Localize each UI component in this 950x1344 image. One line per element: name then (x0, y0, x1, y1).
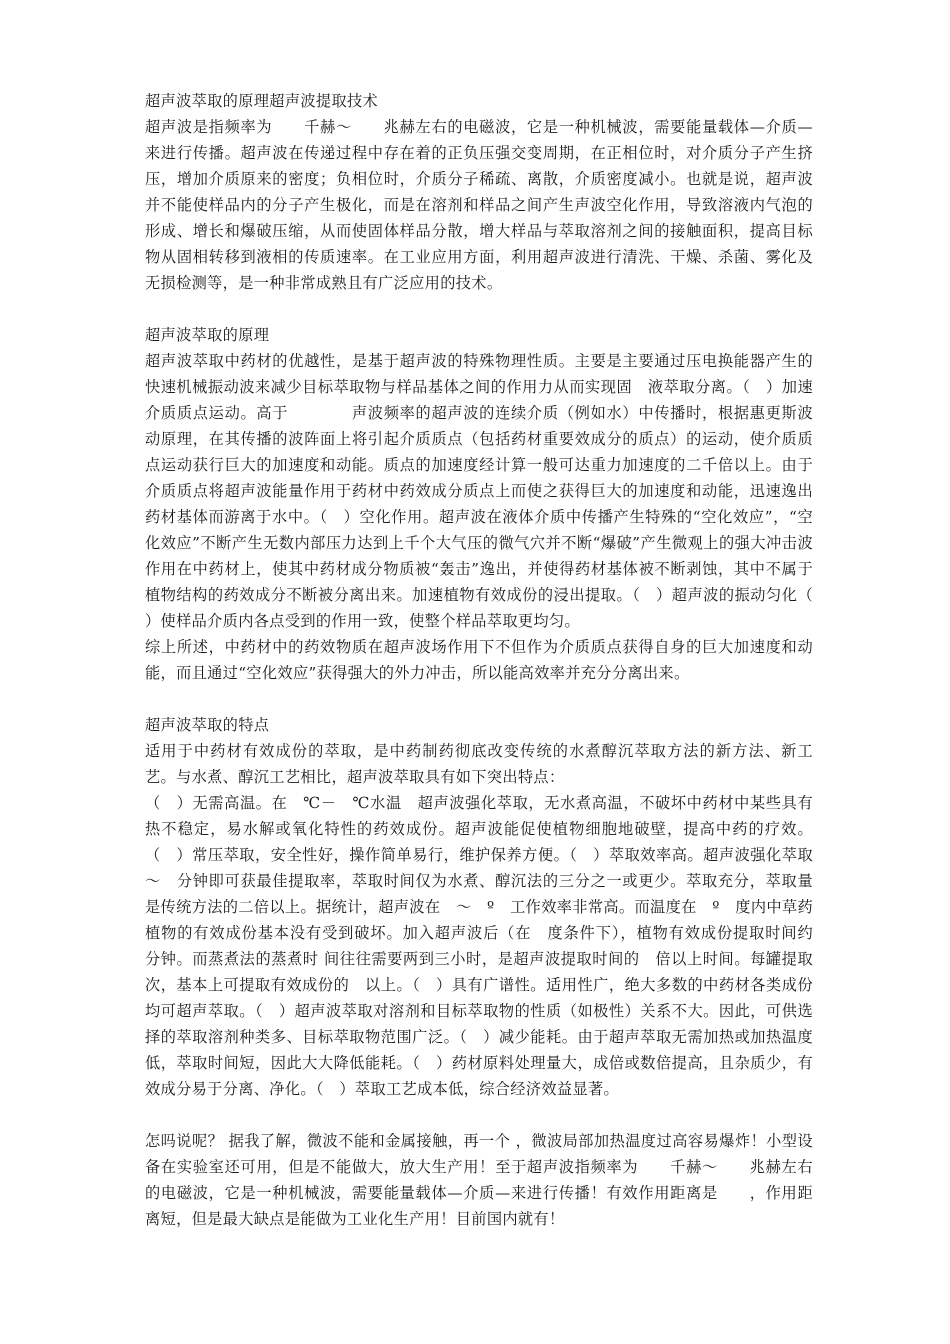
spacer (145, 686, 813, 712)
document-page (145, 88, 891, 1232)
features-section (145, 712, 829, 1102)
intro-paragraph: 超声波是指频率为 千赫～ 兆赫左右的电磁波，它是一种机械波，需要能量载体—介质—来进行传播。超声波在传递过程中存在着的正负压强交变周期，在正相位时，对介质分子产生挤压，增加介质原来的密度；负相位时，介质分子稀疏、离散，介质密度减小。也就是说，超声波并不能使样品内的分子产生极化，而是在溶剂和样品之间产生声波空化作用，导致溶液内气泡的形成、增长和爆破压缩，从而使固体样品分散，增大样品与萃取溶剂之间的接触面积，提高目标物从固相转移到液相的传质速率。在工业应用方面，利用超声波进行清洗、干燥、杀菌、雾化及无损检测等，是一种非常成熟且有广泛应用的技术。 (145, 118, 813, 292)
document-title: 超声波萃取的原理超声波提取技术 (145, 92, 379, 110)
principle-heading: 超声波萃取的原理 (145, 326, 270, 344)
features-heading: 超声波萃取的特点 (145, 716, 270, 734)
features-intro-paragraph: 适用于中药材有效成份的萃取，是中药制药彻底改变传统的水煮醇沉萃取方法的新方法、新工艺。与水煮、醇沉工艺相比，超声波萃取具有如下突出特点： (145, 742, 813, 786)
principle-section (145, 322, 891, 686)
spacer (145, 1102, 813, 1128)
intro-section (145, 88, 813, 296)
spacer (145, 296, 813, 322)
principle-summary-paragraph: 综上所述，中药材中的药效物质在超声波场作用下不但作为介质质点获得自身的巨大加速度和动能，而且通过“空化效应”获得强大的外力冲击，所以能高效率并充分分离出来。 (145, 638, 813, 682)
features-paragraph: （ ）无需高温。在 ℃－ ℃水温 超声波强化萃取，无水煮高温，不破坏中药材中某些具有热不稳定，易水解或氧化特性的药效成份。超声波能促使植物细胞地破壁，提高中药的疗效。（ ）常压萃取，安全性好，操作简单易行，维护保养方便。（ ）萃取效率高。超声波强化萃取 ～ 分钟即可获最佳提取率，萃取时间仅为水煮、醇沉法的三分之一或更少。萃取充分，萃取量是传统方法的二倍以上。据统计，超声波在 ～ º 工作效率非常高。而温度在 º 度内中草药植物的有效成份基本没有受到破坏。加入超声波后（在 度条件下），植物有效成份提取时间约 分钟。而蒸煮法的蒸煮时 间往往需要两到三小时，是超声波提取时间的 倍以上时间。每罐提取 次，基本上可提取有效成份的 以上。（ ）具有广谱性。适用性广，绝大多数的中药材各类成份均可超声萃取。（ ）超声波萃取对溶剂和目标萃取物的性质（如极性）关系不大。因此，可供选择的萃取溶剂种类多、目标萃取物范围广泛。（ ）减少能耗。由于超声萃取无需加热或加热温度低，萃取时间短，因此大大降低能耗。（ ）药材原料处理量大，成倍或数倍提高，且杂质少，有效成分易于分离、净化。（ ）萃取工艺成本低，综合经济效益显著。 (145, 794, 829, 1098)
comment-section (145, 1128, 813, 1232)
comment-paragraph: 怎吗说呢？ 据我了解，微波不能和金属接触，再一个 ，微波局部加热温度过高容易爆炸！小型设备在实验室还可用，但是不能做大，放大生产用！至于超声波指频率为 千赫～ 兆赫左右的电磁波，它是一种机械波，需要能量载体—介质—来进行传播！有效作用距离是 ，作用距离短，但是最大缺点是能做为工业化生产用！目前国内就有！ (145, 1132, 813, 1228)
principle-paragraph: 超声波萃取中药材的优越性，是基于超声波的特殊物理性质。主要是主要通过压电换能器产生的快速机械振动波来减少目标萃取物与样品基体之间的作用力从而实现固 液萃取分离。（ ）加速介质质点运动。高于 声波频率的超声波的连续介质（例如水）中传播时，根据惠更斯波动原理，在其传播的波阵面上将引起介质质点（包括药材重要效成分的质点）的运动，使介质质点运动获行巨大的加速度和动能。质点的加速度经计算一般可达重力加速度的二千倍以上。由于介质质点将超声波能量作用于药材中药效成分质点上而使之获得巨大的加速度和动能，迅速逸出药材基体而游离于水中。（ ）空化作用。超声波在液体介质中传播产生特殊的“空化效应”，“空化效应”不断产生无数内部压力达到上千个大气压的微气穴并不断“爆破”产生微观上的强大冲击波作用在中药材上，使其中药材成分物质被“轰击”逸出，并使得药材基体被不断剥蚀，其中不属于植物结构的药效成分不断被分离出来。加速植物有效成份的浸出提取。（ ）超声波的振动匀化（ ）使样品介质内各点受到的作用一致，使整个样品萃取更均匀。 (145, 352, 891, 630)
